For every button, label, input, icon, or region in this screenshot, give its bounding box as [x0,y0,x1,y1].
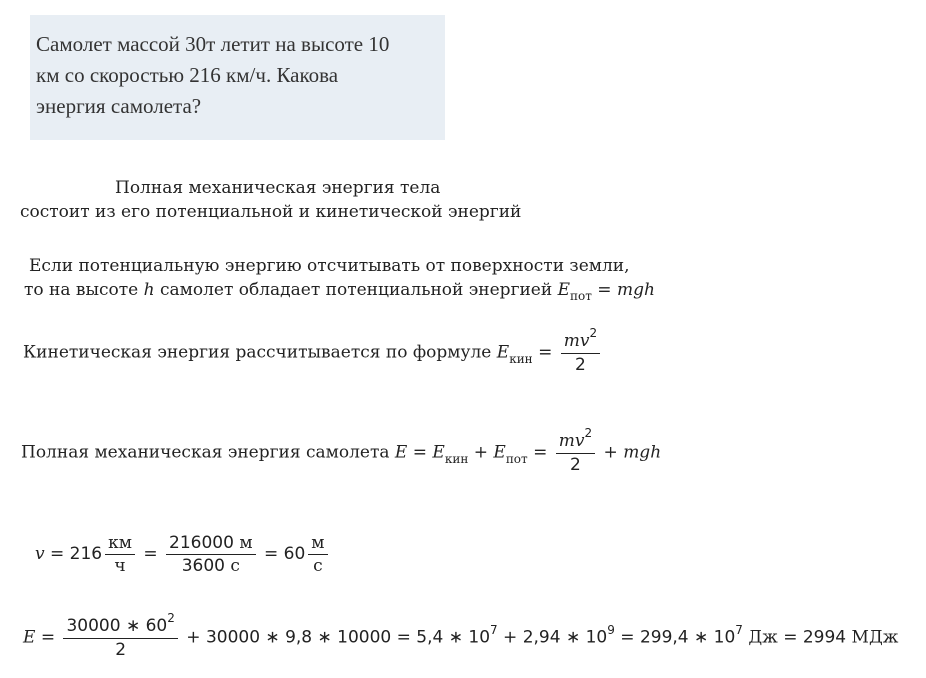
speed-value-216: 216 [69,544,103,564]
mv-term: mv [563,331,590,351]
exponent-9: 9 [607,622,615,637]
sum-term: + 2,94 ∗ 10 [497,627,608,648]
speed-conversion-line [35,532,331,577]
result-megajoule-value: = 2994 [777,627,847,648]
exponent: 2 [589,326,598,340]
fraction-km-per-h [105,532,135,577]
potential-term: + 30000 ∗ 9,8 ∗ 10000 = 5,4 ∗ 10 [180,627,491,648]
potential-text-b: самолет обладает потенциальной энергией [154,280,558,300]
denominator-3600: 3600 [181,556,225,576]
subscript-kin: кин [444,451,469,466]
equals: = [407,442,433,463]
exponent-7: 7 [735,622,743,637]
question-box [30,15,445,140]
total-text: Полная механическая энергия самолета [21,442,395,463]
energy-symbol: E [557,280,571,300]
fraction-kinetic-value [63,611,177,661]
equals: = [527,442,553,463]
equals: = [44,544,70,564]
numerator-30000-60: 30000 ∗ 60 [66,616,168,636]
energy-calculation-line [23,611,899,661]
total-energy-line [21,426,662,476]
numerator-km: км [105,532,135,555]
exponent-7: 7 [490,622,498,637]
exponent: 2 [167,611,175,625]
plus: + [598,442,624,463]
unit-megajoule: МДж [846,627,899,648]
numerator-m: м [308,532,327,555]
intro-line-1: Полная механическая энергия тела [115,178,441,198]
potential-text-a: то на высоте [24,280,144,300]
energy-symbol: E [496,342,510,363]
kinetic-formula-line [23,326,603,376]
question-line: Самолет массой 30т летит на высоте 10 [36,32,390,56]
unit-s: с [224,556,240,576]
denominator: 2 [575,355,586,375]
equals: = [532,342,558,363]
mgh-term: mgh [616,280,655,300]
fraction-m-per-s [166,532,256,577]
height-symbol: h [143,280,155,300]
equals: = [258,544,284,564]
result-term: = 299,4 ∗ 10 [614,627,736,648]
unit-joule: Дж [742,627,778,648]
subscript-pot: пот [570,289,592,303]
fraction-mv2-over-2 [556,426,595,476]
numerator-216000: 216000 [169,533,234,553]
potential-line-1: Если потенциальную энергию отсчитывать от поверхности земли, [29,256,630,276]
exponent: 2 [584,426,593,440]
denominator-h: ч [114,556,126,576]
equals: = [35,627,61,648]
fraction-unit-m-per-s [308,532,327,577]
speed-value-60: 60 [283,544,306,564]
question-line: энергия самолета? [36,94,202,118]
mgh-term: mgh [623,442,662,463]
energy-symbol: E [432,442,445,463]
unit-m: м [233,533,253,553]
energy-symbol: E [493,442,506,463]
question-line: км со скоростью 216 км/ч. Какова [36,63,339,87]
subscript-pot: пот [505,451,528,466]
denominator-s: с [313,556,323,576]
energy-symbol: E [394,442,408,463]
denominator: 2 [570,455,581,475]
subscript-kin: кин [509,351,533,366]
potential-line-2 [24,280,655,303]
denominator: 2 [115,640,127,660]
plus: + [468,442,494,463]
energy-symbol: E [23,627,36,648]
equals: = [137,544,164,564]
mv-term: mv [558,431,585,451]
velocity-symbol: v [35,544,45,564]
fraction-mv2-over-2 [561,326,600,376]
kinetic-text: Кинетическая энергия рассчитывается по формуле [23,342,497,363]
equals: = [591,280,617,300]
intro-line-2: состоит из его потенциальной и кинетической энергий [20,202,522,222]
